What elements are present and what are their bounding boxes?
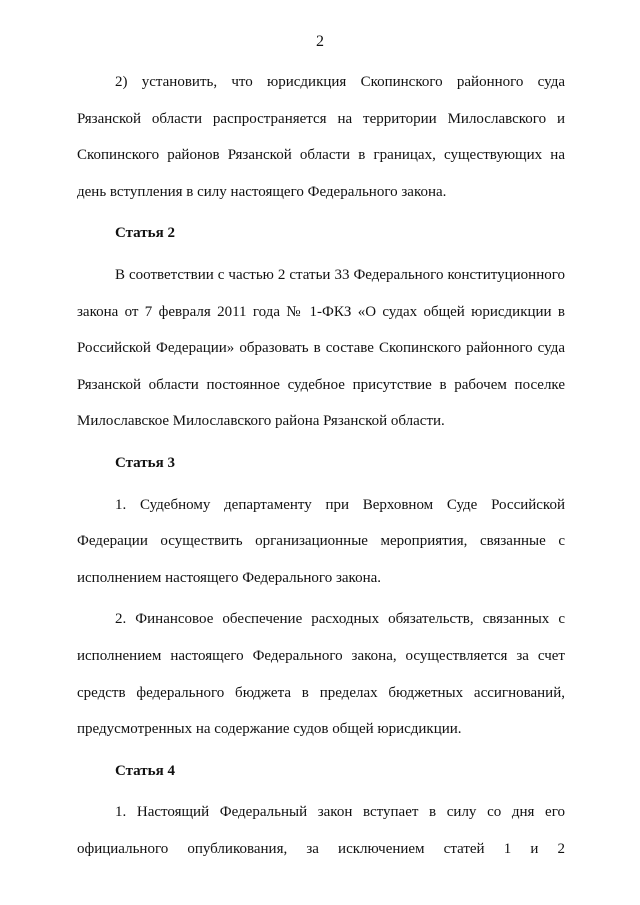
article-3-heading: Статья 3 — [115, 454, 175, 471]
article-2-paragraph: В соответствии с частью 2 статьи 33 Федерального конституционного закона от 7 февраля 2011 года № 1-ФКЗ «О судах общей юрисдикции в Российской Федерации» образовать в составе Скопинского районного суда Рязанской области постоянное судебное присутствие в рабочем поселке Милославское Милославского района Рязанской области. — [77, 266, 565, 430]
article-4-paragraph-1: 1. Настоящий Федеральный закон вступает в силу со дня его официального опубликования, за исключением статей 1 и 2 — [77, 804, 565, 857]
page-number: 2 — [316, 33, 324, 50]
article-4-heading: Статья 4 — [115, 762, 175, 779]
article-2-heading: Статья 2 — [115, 225, 175, 242]
document-body — [77, 64, 565, 872]
article-3-paragraph-2: 2. Финансовое обеспечение расходных обязательств, связанных с исполнением настоящего Федерального закона, осуществляется за счет средств федерального бюджета в пределах бюджетных ассигнований, предусмотренных на содержание судов общей юрисдикции. — [77, 611, 565, 738]
article-3-paragraph-1: 1. Судебному департаменту при Верховном Суде Российской Федерации осуществить организационные мероприятия, связанные с исполнением настоящего Федерального закона. — [77, 496, 565, 586]
article-1-paragraph-2: 2) установить, что юрисдикция Скопинского районного суда Рязанской области распространяется на территории Милославского и Скопинского районов Рязанской области в границах, существующих на день вступления в силу настоящего Федерального закона. — [77, 74, 565, 200]
